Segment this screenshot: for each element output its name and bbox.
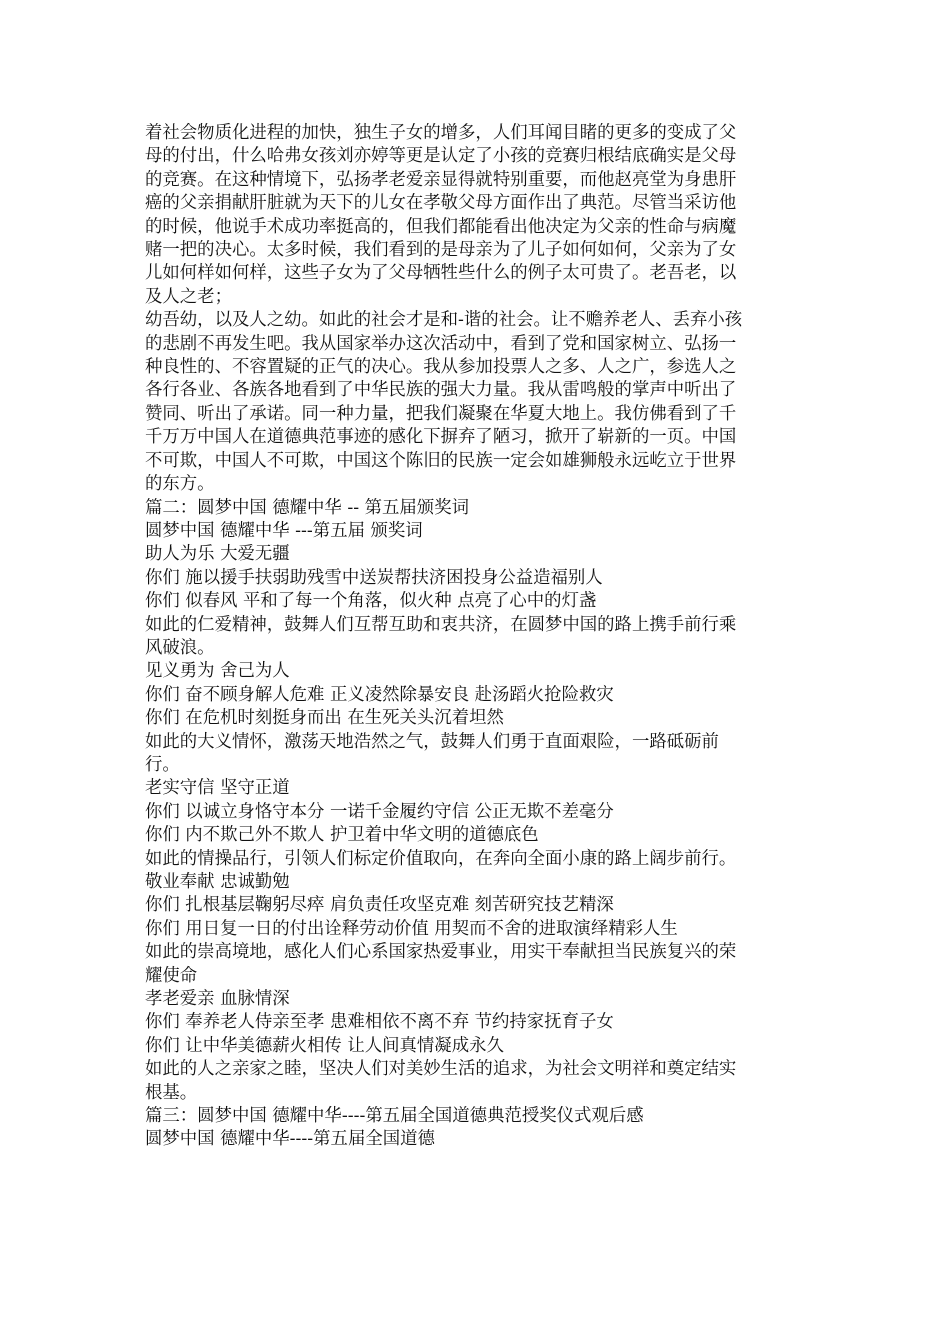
text-line: 如此的仁爱精神，鼓舞人们互帮互助和衷共济，在圆梦中国的路上携手前行乘 (145, 614, 737, 635)
text-line: 你们 扎根基层鞠躬尽瘁 肩负责任攻坚克难 刻苦研究技艺精深 (145, 895, 614, 916)
text-line: 你们 让中华美德薪火相传 让人间真情凝成永久 (145, 1035, 504, 1056)
text-line: 你们 在危机时刻挺身而出 在生死关头沉着坦然 (145, 708, 504, 729)
text-line: 着社会物质化进程的加快，独生子女的增多，人们耳闻目睹的更多的变成了父 (145, 123, 737, 143)
text-line: 各行各业、各族各地看到了中华民族的强大力量。我从雷鸣般的掌声中听出了 (145, 380, 737, 401)
text-line: 千万万中国人在道德典范事迹的感化下摒弃了陋习，掀开了崭新的一页。中国 (145, 427, 737, 448)
text-line: 如此的大义情怀，激荡天地浩然之气，鼓舞人们勇于直面艰险，一路砥砺前 (145, 731, 719, 752)
text-line: 赞同、听出了承诺。同一种力量，把我们凝聚在华夏大地上。我仿佛看到了千 (145, 403, 737, 424)
text-line: 圆梦中国 德耀中华 ---第五届 颁奖词 (145, 520, 423, 541)
text-line: 你们 用日复一日的付出诠释劳动价值 用契而不舍的进取演绎精彩人生 (145, 918, 678, 939)
text-line: 赌一把的决心。太多时候，我们看到的是母亲为了儿子如何如何，父亲为了女 (145, 240, 737, 261)
text-line: 篇二：圆梦中国 德耀中华 -- 第五届颁奖词 (145, 497, 469, 518)
text-line: 不可欺，中国人不可欺，中国这个陈旧的民族一定会如雄狮般永远屹立于世界 (145, 450, 737, 471)
text-line: 的悲剧不再发生吧。我从国家举办这次活动中，看到了党和国家树立、弘扬一 (145, 333, 737, 354)
text-line: 的时候，他说手术成功率挺高的，但我们都能看出他决定为父亲的性命与病魔 (145, 216, 737, 237)
text-line: 根基。 (145, 1082, 198, 1103)
text-line: 癌的父亲捐献肝脏就为天下的儿女在孝敬父母方面作出了典范。尽管当采访他 (145, 193, 737, 214)
text-line: 你们 似春风 平和了每一个角落，似火种 点亮了心中的灯盏 (145, 591, 597, 612)
text-line: 篇三：圆梦中国 德耀中华----第五届全国道德典范授奖仪式观后感 (145, 1106, 644, 1127)
text-line: 老实守信 坚守正道 (145, 778, 290, 799)
text-line: 及人之老； (145, 286, 232, 307)
text-line: 的竞赛。在这种情境下，弘扬孝老爱亲显得就特别重要，而他赵亮堂为身患肝 (145, 169, 737, 190)
text-line: 敬业奉献 忠诚勤勉 (145, 872, 290, 892)
text-line: 行。 (145, 754, 180, 775)
text-line: 母的付出，什么哈弗女孩刘亦婷等更是认定了小孩的竞赛归根结底确实是父母 (145, 146, 737, 167)
text-line: 种良性的、不容置疑的正气的决心。我从参加投票人之多、人之广，参选人之 (145, 357, 737, 378)
text-line: 你们 奉养老人侍亲至孝 患难相依不离不弃 节约持家抚育子女 (145, 1012, 614, 1033)
text-line: 你们 内不欺己外不欺人 护卫着中华文明的道德底色 (145, 825, 539, 846)
text-line: 如此的人之亲家之睦，坚决人们对美妙生活的追求，为社会文明祥和奠定结实 (145, 1059, 737, 1080)
text-line: 儿如何样如何样，这些子女为了父母牺牲些什么的例子太可贵了。老吾老，以 (145, 263, 737, 284)
text-line: 如此的情操品行，引领人们标定价值取向，在奔向全面小康的路上阔步前行。 (145, 848, 737, 869)
text-line: 如此的崇高境地，感化人们心系国家热爱事业，用实干奉献担当民族复兴的荣 (145, 942, 737, 963)
text-line: 你们 奋不顾身解人危难 正义凌然除暴安良 赴汤蹈火抢险救灾 (145, 684, 614, 705)
document-body (145, 122, 805, 1152)
text-line: 你们 以诚立身恪守本分 一诺千金履约守信 公正无欺不差毫分 (145, 801, 614, 822)
text-line: 助人为乐 大爱无疆 (145, 544, 290, 565)
text-line: 幼吾幼，以及人之幼。如此的社会才是和-谐的社会。让不赡养老人、丢弃小孩 (145, 310, 743, 331)
text-line: 耀使命 (145, 965, 198, 986)
text-line: 孝老爱亲 血脉情深 (145, 989, 290, 1010)
text-line: 圆梦中国 德耀中华----第五届全国道德 (145, 1129, 435, 1150)
text-line: 风破浪。 (145, 637, 215, 658)
text-line: 见义勇为 舍己为人 (145, 661, 290, 682)
text-line: 你们 施以援手扶弱助残雪中送炭帮扶济困投身公益造福别人 (145, 567, 603, 588)
text-line: 的东方。 (145, 474, 215, 495)
